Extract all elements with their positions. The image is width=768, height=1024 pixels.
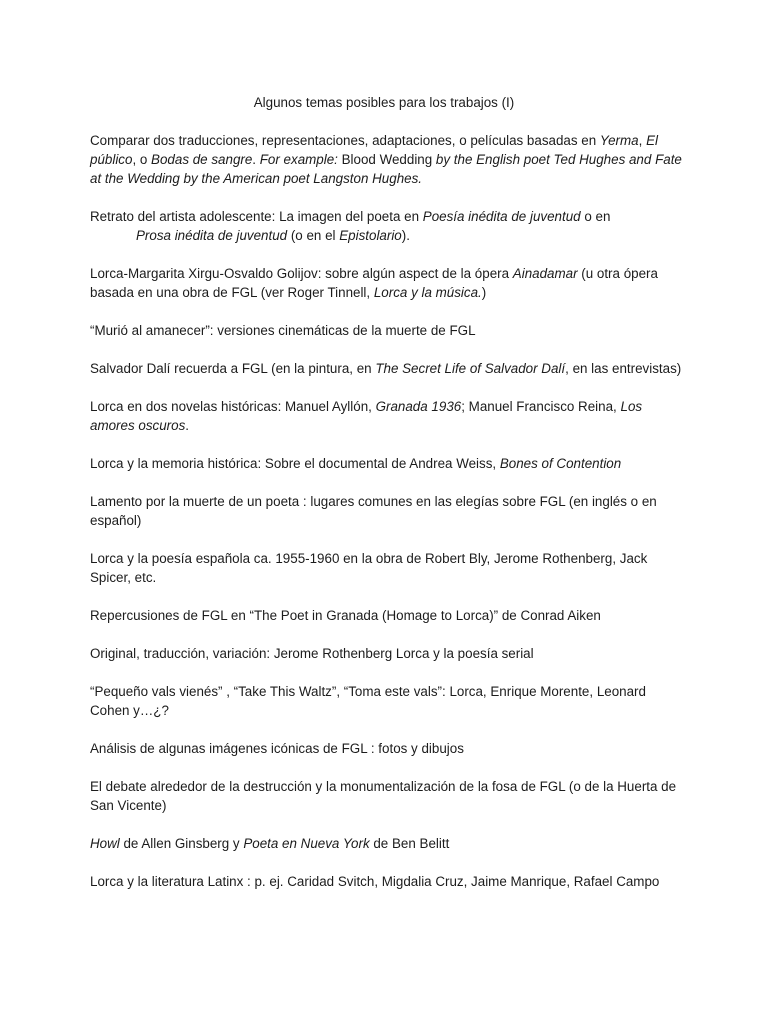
topic-text: , o (132, 152, 152, 167)
italic-title: Ainadamar (512, 266, 578, 281)
topic-text: (o en el (287, 228, 340, 243)
topic-text: Lamento por la muerte de un poeta : lugares comunes en las elegías sobre FGL (en inglés o en español) (90, 494, 657, 528)
topic-item (90, 606, 682, 625)
italic-title: Epistolario (339, 228, 402, 243)
topic-item (90, 549, 682, 587)
topic-item (90, 131, 682, 188)
topic-item (90, 644, 682, 663)
topic-item (90, 397, 682, 435)
italic-title: Prosa inédita de juventud (136, 228, 288, 243)
topic-list (90, 131, 682, 910)
topic-item (90, 207, 682, 245)
topic-text: Repercusiones de FGL en “The Poet in Granada (Homage to Lorca)” de Conrad Aiken (90, 608, 601, 623)
italic-title: Granada 1936 (375, 399, 462, 414)
italic-title: Yerma (599, 133, 639, 148)
topic-text: o en (580, 209, 611, 224)
italic-title: Bodas de sangre (151, 152, 253, 167)
topic-item (90, 777, 682, 815)
topic-item (90, 359, 682, 378)
topic-text: , (638, 133, 647, 148)
italic-text: For example: (259, 152, 338, 167)
topic-text: “Murió al amanecer”: versiones cinemáticas de la muerte de FGL (90, 323, 476, 338)
topic-text: Lorca en dos novelas históricas: Manuel Ayllón, (90, 399, 376, 414)
topic-text: Lorca y la poesía española ca. 1955-1960 en la obra de Robert Bly, Jerome Rothenberg, Jack Spicer, etc. (90, 551, 648, 585)
italic-title: The Secret Life of Salvador Dalí (375, 361, 566, 376)
italic-title: Bones of Contention (499, 456, 622, 471)
topic-item (90, 321, 682, 340)
italic-text: by the English poet Ted Hughes and (435, 152, 652, 167)
topic-text: ). (401, 228, 410, 243)
topic-text: de Ben Belitt (369, 836, 450, 851)
topic-text: ; Manuel Francisco Reina, (461, 399, 621, 414)
topic-item (90, 454, 682, 473)
topic-text: Lorca y la literatura Latinx : p. ej. Caridad Svitch, Migdalia Cruz, Jaime Manrique, Rafael Campo (90, 874, 660, 889)
topic-text: Lorca-Margarita Xirgu-Osvaldo Golijov: sobre algún aspect de la ópera (90, 266, 513, 281)
topic-item (90, 739, 682, 758)
topic-text: Retrato del artista adolescente: La imagen del poeta en (90, 209, 423, 224)
topic-item (90, 492, 682, 530)
topic-text: “Pequeño vals vienés” , “Take This Waltz”, “Toma este vals”: Lorca, Enrique Morente, Leonard Cohen y…¿? (90, 684, 646, 718)
topic-text: de Allen Ginsberg y (119, 836, 244, 851)
topic-text: Blood Wedding (337, 152, 436, 167)
topic-text: Análisis de algunas imágenes icónicas de FGL : fotos y dibujos (90, 741, 464, 756)
topic-item (90, 682, 682, 720)
topic-continuation (90, 226, 682, 245)
topic-text: Comparar dos traducciones, representaciones, adaptaciones, o películas basadas en (90, 133, 600, 148)
topic-item (90, 264, 682, 302)
topic-text: Salvador Dalí recuerda a FGL (en la pintura, en (90, 361, 376, 376)
italic-title: Los amores oscuros (90, 399, 643, 433)
italic-title: Howl (90, 836, 120, 851)
italic-title: Poesía inédita de juventud (422, 209, 581, 224)
topic-text: El debate alrededor de la destrucción y la monumentalización de la fosa de FGL (o de la Huerta de San Vicente) (90, 779, 677, 813)
italic-title: El público (90, 133, 658, 167)
italic-title: Lorca y la música. (373, 285, 482, 300)
italic-title: Poeta en Nueva York (243, 836, 370, 851)
topic-text: Lorca y la memoria histórica: Sobre el documental de Andrea Weiss, (90, 456, 500, 471)
page-title: Algunos temas posibles para los trabajos (I) (253, 95, 515, 110)
topic-text: . (252, 152, 260, 167)
topic-text: (u otra ópera basada en una obra de FGL (ver Roger Tinnell, (90, 266, 658, 300)
italic-text: Fate at the Wedding by the American poet Langston Hughes. (90, 152, 682, 186)
topic-text: ) (481, 285, 487, 300)
topic-text: . (185, 418, 189, 433)
topic-text: , en las entrevistas) (565, 361, 682, 376)
topic-item (90, 872, 682, 891)
topic-item (90, 834, 682, 853)
topic-text: Original, traducción, variación: Jerome Rothenberg Lorca y la poesía serial (90, 646, 534, 661)
